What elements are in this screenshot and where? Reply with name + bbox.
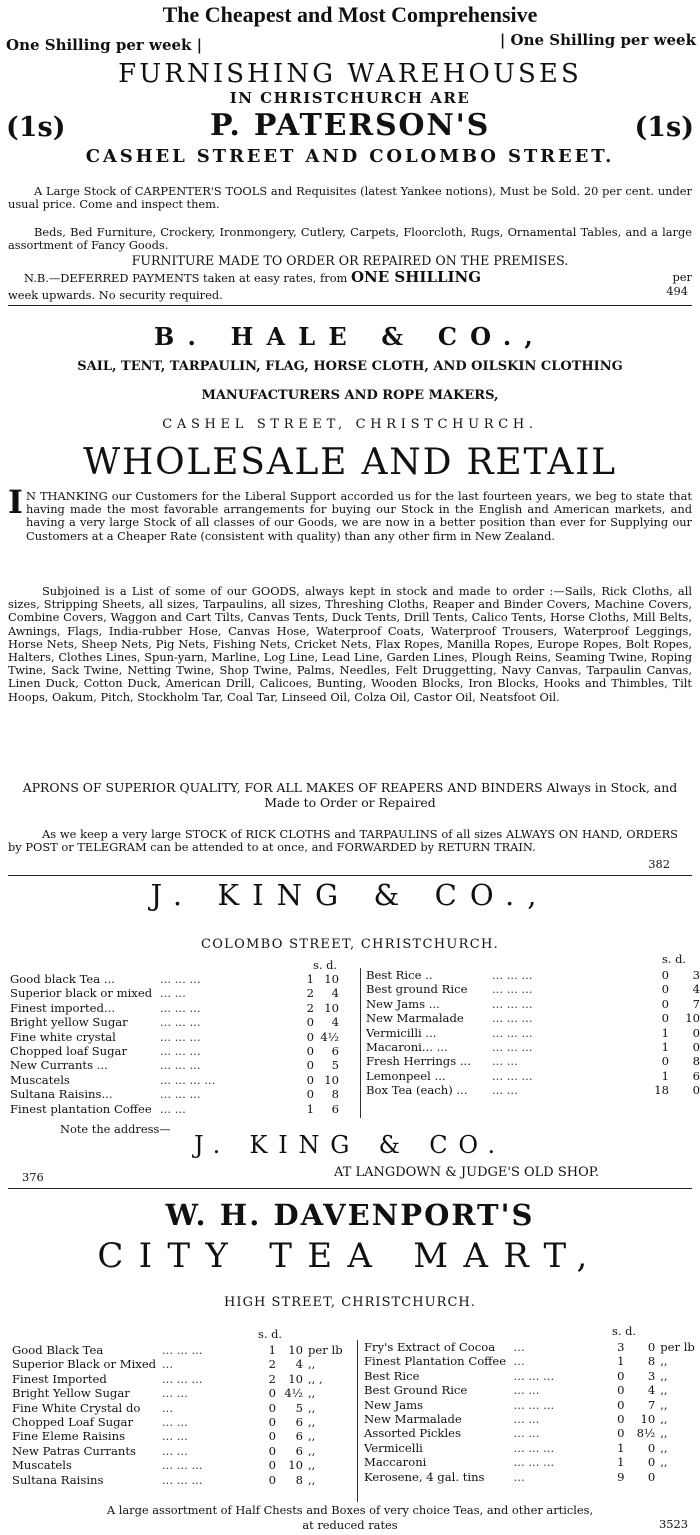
price-item: Muscatels (10, 1072, 70, 1087)
paterson-name: P. PATERSON'S (209, 108, 491, 143)
price-pence: 0 (692, 1040, 700, 1055)
price-leader: ... ... (492, 1054, 518, 1069)
price-pence: 4 (647, 1383, 656, 1398)
davenport-column-divider (357, 1340, 358, 1502)
price-item: New Marmalade (364, 1412, 462, 1427)
stock-notice: As we keep a very large STOCK of RICK CLOTHS and TARPAULINS of all sizes ALWAYS ON HAND, ORDERS by POST or TELEGRAM can be attended to at once, and FORWARDED by RETURN TRAIN. (8, 827, 678, 855)
price-pence: 0 (647, 1469, 656, 1484)
price-leader: ... ... ... (492, 1040, 533, 1055)
price-unit: ,, (308, 1400, 316, 1415)
price-row (12, 1372, 364, 1386)
price-leader: ... ... ... (492, 1011, 533, 1026)
price-pence: 7 (692, 996, 700, 1011)
price-shillings: 18 (654, 1083, 669, 1098)
wholesale-retail: WHOLESALE AND RETAIL (83, 442, 617, 483)
price-row (10, 1073, 339, 1087)
price-pence: 10 (640, 1412, 656, 1427)
price-pence: 8 (692, 1054, 700, 1069)
price-pence: 6 (331, 1101, 339, 1116)
price-unit: per lb (660, 1340, 695, 1354)
price-row (12, 1429, 364, 1443)
price-pence: 5 (295, 1400, 303, 1415)
price-shillings: 0 (268, 1443, 276, 1458)
price-row (10, 1030, 339, 1044)
price-leader: ... ... ... (160, 1029, 201, 1044)
price-shillings: 3 (617, 1340, 625, 1354)
price-shillings: 2 (268, 1371, 276, 1386)
price-leader: ... ... ... (160, 1058, 201, 1073)
price-pence: 4½ (320, 1029, 339, 1044)
price-unit: ,, (308, 1472, 316, 1487)
price-shillings: 0 (306, 1087, 314, 1102)
price-pence: 4 (331, 1015, 339, 1030)
price-pence: 6 (295, 1415, 303, 1430)
price-item: Best Ground Rice (364, 1383, 468, 1398)
price-shillings: 2 (306, 1000, 314, 1015)
price-pence: 4½ (284, 1386, 303, 1401)
price-item: Best ground Rice (366, 982, 468, 997)
per-label: per (672, 270, 692, 284)
price-unit: ,, (660, 1383, 668, 1398)
price-pence: 4 (331, 986, 339, 1001)
price-shillings: 0 (268, 1458, 276, 1473)
price-pence: 6 (331, 1044, 339, 1059)
hale-trade-2: MANUFACTURERS AND ROPE MAKERS, (201, 388, 499, 403)
price-row (366, 1083, 700, 1097)
price-leader: ... ... ... (492, 1068, 533, 1083)
davenport-price-table-right (364, 1340, 700, 1484)
price-leader: ... ... ... (160, 1087, 201, 1102)
price-shillings: 0 (306, 1029, 314, 1044)
price-item: Superior black or mixed (10, 986, 153, 1001)
furniture-notice: FURNITURE MADE TO ORDER OR REPAIRED ON THE PREMISES. (131, 253, 569, 268)
price-item: Assorted Pickles (364, 1426, 461, 1441)
price-unit: ,, (308, 1443, 316, 1458)
price-unit: ,, (660, 1412, 668, 1427)
price-row (364, 1426, 700, 1440)
price-row (12, 1343, 364, 1357)
price-leader: ... ... ... (160, 1015, 201, 1030)
king-name-2: J. KING & CO. (194, 1131, 506, 1159)
price-row (10, 986, 339, 1000)
price-shillings: 0 (268, 1415, 276, 1430)
price-unit: ,, (308, 1458, 316, 1473)
price-item: Macaroni... ... (366, 1040, 448, 1055)
price-pence: 0 (647, 1455, 656, 1470)
price-shillings: 0 (617, 1368, 625, 1383)
price-leader: ... ... ... (160, 1000, 201, 1015)
aprons-notice: APRONS OF SUPERIOR QUALITY, FOR ALL MAKES OF REAPERS AND BINDERS Always in Stock, and Made to Order or Repaired (22, 780, 678, 810)
price-shillings: 1 (617, 1354, 625, 1369)
price-row (366, 968, 700, 982)
price-row (364, 1340, 700, 1354)
price-row (12, 1386, 364, 1400)
price-unit (655, 1470, 700, 1484)
price-pence: 10 (288, 1458, 303, 1473)
price-pence: 7 (647, 1397, 656, 1412)
price-row (366, 1054, 700, 1068)
price-leader: ... ... (160, 1101, 186, 1116)
davenport-footer: A large assortment of Half Chests and Boxes of very choice Teas, and other articles, (106, 1503, 594, 1517)
price-unit: ,, (660, 1455, 668, 1470)
price-shillings: 0 (268, 1429, 276, 1444)
king-sd-right: s. d. (662, 952, 686, 966)
price-shillings: 1 (661, 1040, 669, 1055)
price-item: New Jams ... (366, 996, 440, 1011)
price-leader: ... ... ... (492, 1025, 533, 1040)
city-tea-mart: CITY TEA MART, (97, 1236, 603, 1276)
price-leader: ... ... (162, 1415, 188, 1430)
hale-ref: 382 (648, 857, 670, 871)
price-leader: ... ... ... (513, 1455, 555, 1470)
price-item: Fine Eleme Raisins (12, 1429, 126, 1444)
price-leader: ... ... (162, 1386, 188, 1401)
price-item: Fine White Crystal do (12, 1400, 141, 1415)
price-item: Finest imported... (10, 1000, 116, 1015)
price-leader: ... (513, 1340, 525, 1354)
price-shillings: 0 (661, 1054, 669, 1069)
price-leader: ... ... ... ... (160, 1072, 216, 1087)
price-shillings: 1 (617, 1455, 625, 1470)
price-item: Superior Black or Mixed (12, 1357, 157, 1372)
davenport-price-table-left (12, 1343, 364, 1487)
week-upwards: week upwards. No security required. (8, 288, 223, 302)
deferred-text: N.B.—DEFERRED PAYMENTS taken at easy rates, from (24, 271, 348, 285)
price-shillings: 0 (661, 968, 669, 982)
price-leader: ... ... ... (513, 1368, 555, 1383)
price-item: Box Tea (each) ... (366, 1083, 468, 1098)
price-pence: 10 (324, 972, 339, 986)
price-pence: 10 (324, 1072, 339, 1087)
price-row (12, 1444, 364, 1458)
price-row (10, 1001, 339, 1015)
price-shillings: 9 (617, 1469, 625, 1484)
hale-name: B. HALE & CO., (154, 322, 546, 351)
price-shillings: 1 (306, 1101, 314, 1116)
price-shillings: 1 (661, 1025, 669, 1040)
price-row (364, 1383, 700, 1397)
price-shillings: 1 (617, 1440, 625, 1455)
price-leader: ... ... (162, 1443, 188, 1458)
price-item: Finest plantation Coffee (10, 1101, 152, 1116)
price-shillings: 1 (661, 1068, 669, 1083)
price-shillings: 0 (306, 1058, 314, 1073)
one-shilling: ONE SHILLING (350, 268, 482, 286)
paterson-streets: CASHEL STREET AND COLOMBO STREET. (85, 146, 615, 167)
davenport-footer-2: at reduced rates (302, 1518, 398, 1532)
price-row (10, 1087, 339, 1101)
price-item: Kerosene, 4 gal. tins (364, 1469, 485, 1484)
king-sd-left: s. d. (313, 958, 337, 972)
price-leader: ... ... ... (160, 972, 201, 986)
price-leader: ... ... ... (162, 1371, 203, 1386)
price-unit: ,, (308, 1429, 316, 1444)
price-shillings: 0 (661, 1011, 669, 1026)
price-pence: 10 (685, 1011, 700, 1026)
price-item: Chopped loaf Sugar (10, 1044, 127, 1059)
price-leader: ... ... ... (513, 1397, 555, 1412)
price-shillings: 0 (306, 1044, 314, 1059)
deferred-notice (24, 268, 481, 286)
paterson-headline: The Cheapest and Most Comprehensive (162, 2, 538, 27)
price-item: Best Rice .. (366, 968, 433, 982)
price-row (10, 1015, 339, 1029)
price-pence: 3 (647, 1368, 656, 1383)
price-unit: ,, , (308, 1371, 323, 1386)
king-price-table-right (366, 968, 700, 1098)
price-item: Finest Imported (12, 1371, 107, 1386)
hale-address: CASHEL STREET, CHRISTCHURCH. (162, 417, 538, 432)
price-item: Finest Plantation Coffee (364, 1354, 507, 1369)
tools-notice: A Large Stock of CARPENTER'S TOOLS and Requisites (latest Yankee notions), Must be Sold. 20 per cent. under usual price. Come and inspect them. (8, 184, 692, 212)
badge-right: (1s) (634, 112, 694, 143)
king-column-divider (360, 968, 361, 1118)
price-row (366, 982, 700, 996)
price-pence: 6 (692, 1068, 700, 1083)
badge-left: (1s) (6, 112, 66, 143)
davenport-name: W. H. DAVENPORT'S (165, 1198, 535, 1232)
price-pence: 0 (692, 1083, 700, 1098)
price-unit: ,, (660, 1426, 668, 1441)
price-unit: ,, (308, 1386, 316, 1401)
hale-trade-1: SAIL, TENT, TARPAULIN, FLAG, HORSE CLOTH, AND OILSKIN CLOTHING (77, 359, 623, 374)
price-row (12, 1401, 364, 1415)
price-item: Bright yellow Sugar (10, 1015, 128, 1030)
drop-cap: I (8, 483, 23, 521)
price-pence: 4 (295, 1357, 303, 1372)
price-leader: ... ... ... (162, 1458, 203, 1473)
price-pence: 5 (331, 1058, 339, 1073)
price-item: Sultana Raisins (12, 1472, 104, 1487)
price-leader: ... ... ... (492, 996, 533, 1011)
price-unit: ,, (660, 1368, 668, 1383)
price-item: Vermicelli (364, 1440, 423, 1455)
price-item: Chopped Loaf Sugar (12, 1415, 133, 1430)
price-shillings: 2 (268, 1357, 276, 1372)
price-pence: 6 (295, 1443, 303, 1458)
price-item: Fine white crystal (10, 1029, 116, 1044)
price-row (364, 1398, 700, 1412)
price-leader: ... ... (513, 1426, 540, 1441)
price-leader: ... ... (162, 1429, 188, 1444)
price-item: Good Black Tea (12, 1343, 104, 1357)
price-shillings: 0 (617, 1426, 625, 1441)
price-item: Fresh Herrings ... (366, 1054, 471, 1069)
price-item: Muscatels (12, 1458, 72, 1473)
price-row (364, 1455, 700, 1469)
price-leader: ... ... (160, 986, 186, 1001)
price-row (12, 1473, 364, 1487)
price-row (10, 972, 339, 986)
price-item: Fry's Extract of Cocoa (364, 1340, 496, 1354)
price-pence: 8 (295, 1472, 303, 1487)
hale-intro: N THANKING our Customers for the Liberal Support accorded us for the last fourteen years, we beg to state that having made the most favorable arrangements for buying our Stock in the English and American markets, and having a very large Stock of all classes of our Goods, we are now in a better position than ever for Supplying our Customers at a Cheaper Rate (consistent with quality) than any other firm in New Zealand. (26, 489, 692, 543)
price-leader: ... ... (513, 1412, 540, 1427)
price-item: Best Rice (364, 1368, 420, 1383)
price-leader: ... (162, 1357, 174, 1372)
price-shillings: 2 (306, 986, 314, 1001)
price-shillings: 0 (661, 982, 669, 997)
divider-3 (8, 1188, 692, 1189)
price-pence: 10 (324, 1000, 339, 1015)
price-shillings: 0 (617, 1383, 625, 1398)
price-shillings: 0 (306, 1015, 314, 1030)
price-row (10, 1058, 339, 1072)
price-shillings: 0 (661, 996, 669, 1011)
paterson-ref: 494 (666, 284, 688, 298)
price-pence: 8 (331, 1087, 339, 1102)
price-pence: 8 (647, 1354, 656, 1369)
price-unit: ,, (660, 1440, 668, 1455)
davenport-address: HIGH STREET, CHRISTCHURCH. (224, 1295, 476, 1310)
divider-1 (8, 305, 692, 306)
price-leader: ... ... ... (160, 1044, 201, 1059)
price-unit: ,, (660, 1354, 668, 1369)
price-item: Sultana Raisins... (10, 1087, 113, 1102)
price-row (366, 997, 700, 1011)
king-name: J. KING & CO., (150, 878, 550, 912)
divider-2 (8, 875, 692, 876)
price-row (366, 1011, 700, 1025)
price-row (366, 1069, 700, 1083)
price-leader: ... ... ... (513, 1440, 555, 1455)
price-pence: 0 (647, 1440, 656, 1455)
price-item: New Marmalade (366, 1011, 464, 1026)
price-unit: ,, (308, 1357, 316, 1372)
price-leader: ... (513, 1469, 525, 1484)
price-row (364, 1412, 700, 1426)
price-item: Good black Tea ... (10, 972, 115, 986)
price-shillings: 0 (268, 1400, 276, 1415)
price-unit: per lb (308, 1343, 343, 1357)
price-pence: 4 (692, 982, 700, 997)
davenport-ref: 3523 (659, 1517, 688, 1531)
price-row (366, 1026, 700, 1040)
price-leader: ... ... (513, 1383, 540, 1398)
price-item: New Jams (364, 1397, 424, 1412)
price-pence: 0 (647, 1340, 656, 1354)
price-row (364, 1470, 700, 1484)
price-leader: ... (513, 1354, 525, 1369)
king-address: COLOMBO STREET, CHRISTCHURCH. (200, 937, 500, 952)
price-shillings: 1 (306, 972, 314, 986)
price-item: Maccaroni (364, 1455, 427, 1470)
price-row (364, 1354, 700, 1368)
price-pence: 6 (295, 1429, 303, 1444)
price-row (12, 1458, 364, 1472)
price-leader: ... ... (492, 1083, 518, 1098)
price-unit: ,, (308, 1415, 316, 1430)
price-leader: ... ... ... (162, 1343, 203, 1357)
price-shillings: 0 (268, 1472, 276, 1487)
price-shillings: 1 (268, 1343, 276, 1357)
price-pence: 8½ (636, 1426, 656, 1441)
price-pence: 10 (288, 1371, 303, 1386)
price-pence: 10 (288, 1343, 303, 1357)
price-pence: 0 (692, 1025, 700, 1040)
price-unit: ,, (660, 1397, 668, 1412)
price-shillings: 0 (617, 1412, 625, 1427)
price-shillings: 0 (617, 1397, 625, 1412)
price-row (366, 1040, 700, 1054)
king-price-table-left (10, 972, 339, 1116)
price-row (364, 1369, 700, 1383)
davenport-sd-left: s. d. (258, 1327, 282, 1341)
price-item: New Patras Currants (12, 1443, 136, 1458)
price-leader: ... ... ... (492, 968, 533, 982)
davenport-sd-right: s. d. (612, 1324, 636, 1338)
price-pence: 3 (692, 968, 700, 982)
price-row (12, 1357, 364, 1371)
king-note: Note the address— (60, 1122, 171, 1136)
price-row (10, 1044, 339, 1058)
price-shillings: 0 (268, 1386, 276, 1401)
price-leader: ... ... ... (492, 982, 533, 997)
beds-notice: Beds, Bed Furniture, Crockery, Ironmongery, Cutlery, Carpets, Floorcloth, Rugs, Ornamental Tables, and a large assortment of Fancy Goods. (8, 225, 692, 253)
king-ref: 376 (22, 1170, 44, 1184)
price-leader: ... ... ... (162, 1472, 203, 1487)
shilling-right: | One Shilling per week (499, 31, 696, 49)
price-row (364, 1441, 700, 1455)
in-christchurch: IN CHRISTCHURCH ARE (229, 89, 471, 107)
price-item: Bright Yellow Sugar (12, 1386, 130, 1401)
furnishing-warehouses: FURNISHING WAREHOUSES (118, 59, 582, 89)
hale-goods-list: Subjoined is a List of some of our GOODS, always kept in stock and made to order :—Sails, Rick Cloths, all sizes, Stripping Sheets, all sizes, Tarpaulins, all sizes, Threshing Cloths, Reaper and Binder Covers, Machine Covers, Combine Covers, Waggon and Cart Tilts, Canvas Tents, Duck Tents, Drill Tents, Calico Tents, Horse Cloths, Mill Belts, Awnings, Flags, India-rubber Hose, Canvas Hose, Waterproof Coats, Waterproof Trousers, Waterproof Leggings, Horse Nets, Sheep Nets, Pig Nets, Fishing Nets, Cricket Nets, Flax Ropes, Manilla Ropes, Europe Ropes, Bolt Ropes, Halters, Clothes Lines, Spun-yarn, Marline, Log Line, Lead Line, Garden Lines, Plough Reins, Seaming Twine, Roping Twine, Sack Twine, Netting Twine, Shop Twine, Palms, Needles, Felt Druggetting, Navy Canvas, Tarpaulin Canvas, Linen Duck, Cotton Duck, American Drill, Calicoes, Bunting, Wooden Blocks, Iron Blocks, Hooks and Thimbles, Tilt Hoops, Oakum, Pitch, Stockholm Tar, Coal Tar, Linseed Oil, Colza Oil, Castor Oil, Neatsfoot Oil. (8, 584, 692, 704)
shilling-left: One Shilling per week | (6, 36, 203, 54)
price-leader: ... (162, 1400, 174, 1415)
price-row (12, 1415, 364, 1429)
price-shillings: 0 (306, 1072, 314, 1087)
price-item: Lemonpeel ... (366, 1068, 446, 1083)
price-row (10, 1102, 339, 1116)
price-item: New Currants ... (10, 1058, 108, 1073)
king-shop: AT LANGDOWN & JUDGE'S OLD SHOP. (334, 1165, 599, 1180)
price-item: Vermicilli ... (366, 1025, 437, 1040)
